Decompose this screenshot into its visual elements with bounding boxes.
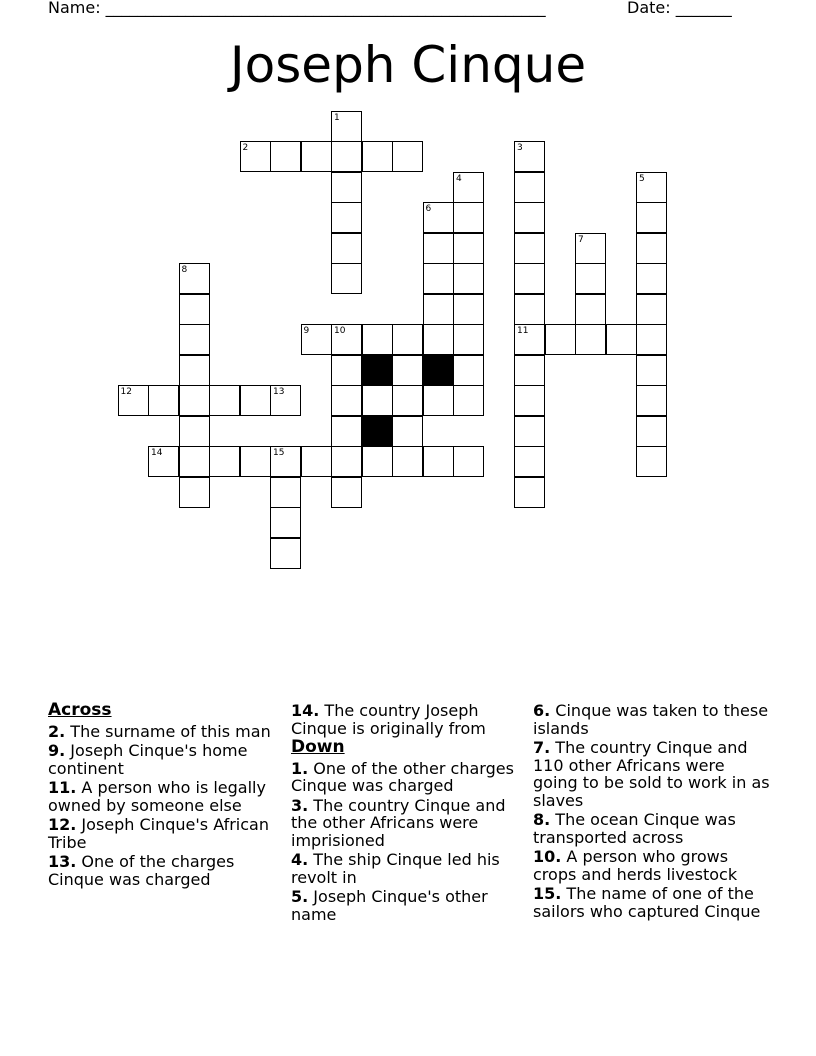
grid-cell[interactable]: [514, 294, 545, 325]
grid-cell[interactable]: [514, 355, 545, 386]
grid-cell[interactable]: [423, 263, 454, 294]
grid-cell[interactable]: [514, 385, 545, 416]
clue-text: One of the other charges Cinque was charged: [291, 758, 514, 795]
grid-cell[interactable]: [514, 446, 545, 477]
grid-cell[interactable]: [636, 233, 667, 264]
grid-cell[interactable]: [392, 141, 423, 172]
grid-cell[interactable]: [179, 294, 210, 325]
clue-item: [291, 760, 529, 795]
clue-number-label: 2: [242, 143, 249, 153]
grid-cell[interactable]: [453, 324, 484, 355]
grid-cell[interactable]: [270, 507, 301, 538]
grid-cell[interactable]: [636, 446, 667, 477]
clue-number-label: 10: [334, 326, 346, 336]
grid-cell[interactable]: [423, 294, 454, 325]
grid-cell[interactable]: [636, 385, 667, 416]
grid-cell[interactable]: [331, 355, 362, 386]
grid-cell[interactable]: [331, 477, 362, 508]
clue-text: Joseph Cinque's other name: [291, 887, 488, 924]
grid-cell[interactable]: [545, 324, 576, 355]
grid-cell[interactable]: [575, 294, 606, 325]
clue-number-label: 13: [273, 387, 285, 397]
grid-cell[interactable]: [240, 385, 271, 416]
grid-cell[interactable]: [423, 233, 454, 264]
blocked-cell: [362, 416, 393, 447]
clue-item: [48, 723, 286, 741]
grid-cell[interactable]: [362, 141, 393, 172]
blocked-cell: [423, 355, 454, 386]
grid-cell[interactable]: [453, 446, 484, 477]
clue-number: 3.: [291, 795, 309, 815]
clue-number-label: 4: [456, 173, 462, 184]
clue-number: 7.: [533, 738, 551, 757]
clue-number: 6.: [533, 701, 551, 720]
clue-text: Joseph Cinque's African Tribe: [48, 815, 269, 852]
grid-cell[interactable]: [423, 446, 454, 477]
clue-text: The ship Cinque led his revolt in: [291, 850, 500, 887]
clue-text: The ocean Cinque was transported across: [533, 810, 736, 847]
grid-cell[interactable]: [392, 355, 423, 386]
grid-cell[interactable]: [209, 385, 240, 416]
clue-number-label: 15: [273, 448, 285, 458]
clue-number: 8.: [533, 810, 551, 829]
grid-cell[interactable]: [514, 477, 545, 508]
clue-item: [48, 779, 286, 814]
grid-cell[interactable]: [331, 202, 362, 233]
grid-cell[interactable]: [362, 385, 393, 416]
clue-number: 4.: [291, 850, 309, 869]
clue-number-label: 6: [425, 204, 432, 214]
grid-cell[interactable]: [392, 324, 423, 355]
grid-cell[interactable]: [331, 385, 362, 416]
grid-cell[interactable]: [636, 202, 667, 233]
clue-text: Cinque was taken to these islands: [533, 701, 769, 738]
clue-item: [533, 702, 771, 737]
grid-cell[interactable]: [179, 446, 210, 477]
grid-cell[interactable]: [179, 355, 210, 386]
clue-item: [48, 853, 286, 888]
clue-column-3: [533, 702, 771, 922]
clue-number: 12.: [48, 815, 77, 834]
grid-cell[interactable]: [514, 202, 545, 233]
clue-number: 14.: [291, 701, 320, 720]
clue-section-heading: Down: [291, 737, 345, 757]
grid-cell[interactable]: [453, 385, 484, 416]
grid-cell[interactable]: [392, 385, 423, 416]
clue-item: [533, 811, 771, 846]
clue-number-label: 5: [639, 173, 645, 184]
grid-cell[interactable]: [392, 416, 423, 447]
blocked-cell: [362, 355, 393, 386]
grid-cell[interactable]: [575, 324, 606, 355]
clue-number: 5.: [291, 887, 309, 906]
clue-item: [291, 888, 529, 923]
clue-number-label: 1: [334, 112, 340, 123]
grid-cell[interactable]: [270, 141, 301, 172]
grid-cell[interactable]: [514, 416, 545, 447]
clue-number-label: 9: [303, 326, 310, 336]
clue-item: [48, 816, 286, 851]
clue-text: One of the charges Cinque was charged: [48, 852, 235, 889]
grid-cell[interactable]: [636, 294, 667, 325]
clue-item: [291, 702, 529, 737]
grid-cell[interactable]: [270, 477, 301, 508]
grid-cell[interactable]: [514, 263, 545, 294]
clue-item: [533, 885, 771, 920]
clue-number: 13.: [48, 852, 77, 871]
clue-number: 2.: [48, 721, 66, 741]
grid-cell[interactable]: [179, 477, 210, 508]
clue-text: Joseph Cinque's home continent: [48, 741, 248, 778]
clue-number-label: 8: [181, 265, 188, 275]
grid-cell[interactable]: [148, 385, 179, 416]
grid-cell[interactable]: [636, 355, 667, 386]
grid-cell[interactable]: [179, 385, 210, 416]
clue-item: [533, 739, 771, 809]
clue-section-heading: Across: [48, 700, 112, 720]
grid-cell[interactable]: [301, 141, 332, 172]
grid-cell[interactable]: [636, 324, 667, 355]
grid-cell[interactable]: [331, 416, 362, 447]
clue-text: The country Cinque and the other Africans were imprisioned: [291, 795, 506, 850]
clue-number: 10.: [533, 847, 562, 866]
clue-column-2: [291, 702, 529, 925]
clue-text: A person who is legally owned by someone else: [48, 778, 266, 815]
grid-cell[interactable]: [270, 538, 301, 569]
grid-cell[interactable]: [514, 172, 545, 203]
grid-cell[interactable]: [362, 324, 393, 355]
grid-cell[interactable]: [179, 416, 210, 447]
grid-cell[interactable]: [331, 172, 362, 203]
grid-cell[interactable]: [423, 324, 454, 355]
grid-cell[interactable]: [453, 355, 484, 386]
clue-number: 9.: [48, 741, 66, 760]
clue-number-label: 12: [120, 387, 132, 397]
clue-text: The surname of this man: [65, 721, 271, 741]
clue-number-label: 7: [578, 234, 584, 245]
grid-cell[interactable]: [331, 263, 362, 294]
clue-number-label: 14: [151, 448, 163, 458]
grid-cell[interactable]: [392, 446, 423, 477]
grid-cell[interactable]: [453, 202, 484, 233]
clue-item: [48, 742, 286, 777]
clue-text: A person who grows crops and herds livestock: [533, 847, 738, 884]
date-field[interactable]: Date: _______: [627, 0, 732, 17]
grid-cell[interactable]: [514, 233, 545, 264]
grid-cell[interactable]: [453, 294, 484, 325]
clue-number-label: 11: [517, 326, 529, 336]
grid-cell[interactable]: [453, 263, 484, 294]
clue-item: [533, 848, 771, 883]
clue-column-1: [48, 702, 286, 890]
grid-cell[interactable]: [606, 324, 637, 355]
grid-cell[interactable]: [331, 446, 362, 477]
grid-cell[interactable]: [575, 263, 606, 294]
clue-text: The name of one of the sailors who captured Cinque: [533, 884, 761, 921]
grid-cell[interactable]: [636, 263, 667, 294]
page-title: Joseph Cinque: [229, 36, 587, 94]
name-field[interactable]: Name: _______________________________________________________: [48, 0, 546, 17]
clue-number-label: 3: [517, 143, 523, 153]
clue-item: [291, 797, 529, 850]
grid-cell[interactable]: [301, 446, 332, 477]
grid-cell[interactable]: [240, 446, 271, 477]
clue-text: The country Joseph Cinque is originally from: [291, 701, 486, 738]
grid-cell[interactable]: [209, 446, 240, 477]
clue-text: The country Cinque and 110 other Africans were going to be sold to work in as slaves: [533, 738, 770, 810]
clue-number: 11.: [48, 778, 77, 797]
clue-number: 15.: [533, 884, 562, 903]
grid-cell[interactable]: [423, 385, 454, 416]
grid-cell[interactable]: [331, 233, 362, 264]
grid-cell[interactable]: [636, 416, 667, 447]
clue-number: 1.: [291, 758, 309, 778]
grid-cell[interactable]: [331, 141, 362, 172]
grid-cell[interactable]: [362, 446, 393, 477]
clue-item: [291, 851, 529, 886]
grid-cell[interactable]: [179, 324, 210, 355]
grid-cell[interactable]: [453, 233, 484, 264]
